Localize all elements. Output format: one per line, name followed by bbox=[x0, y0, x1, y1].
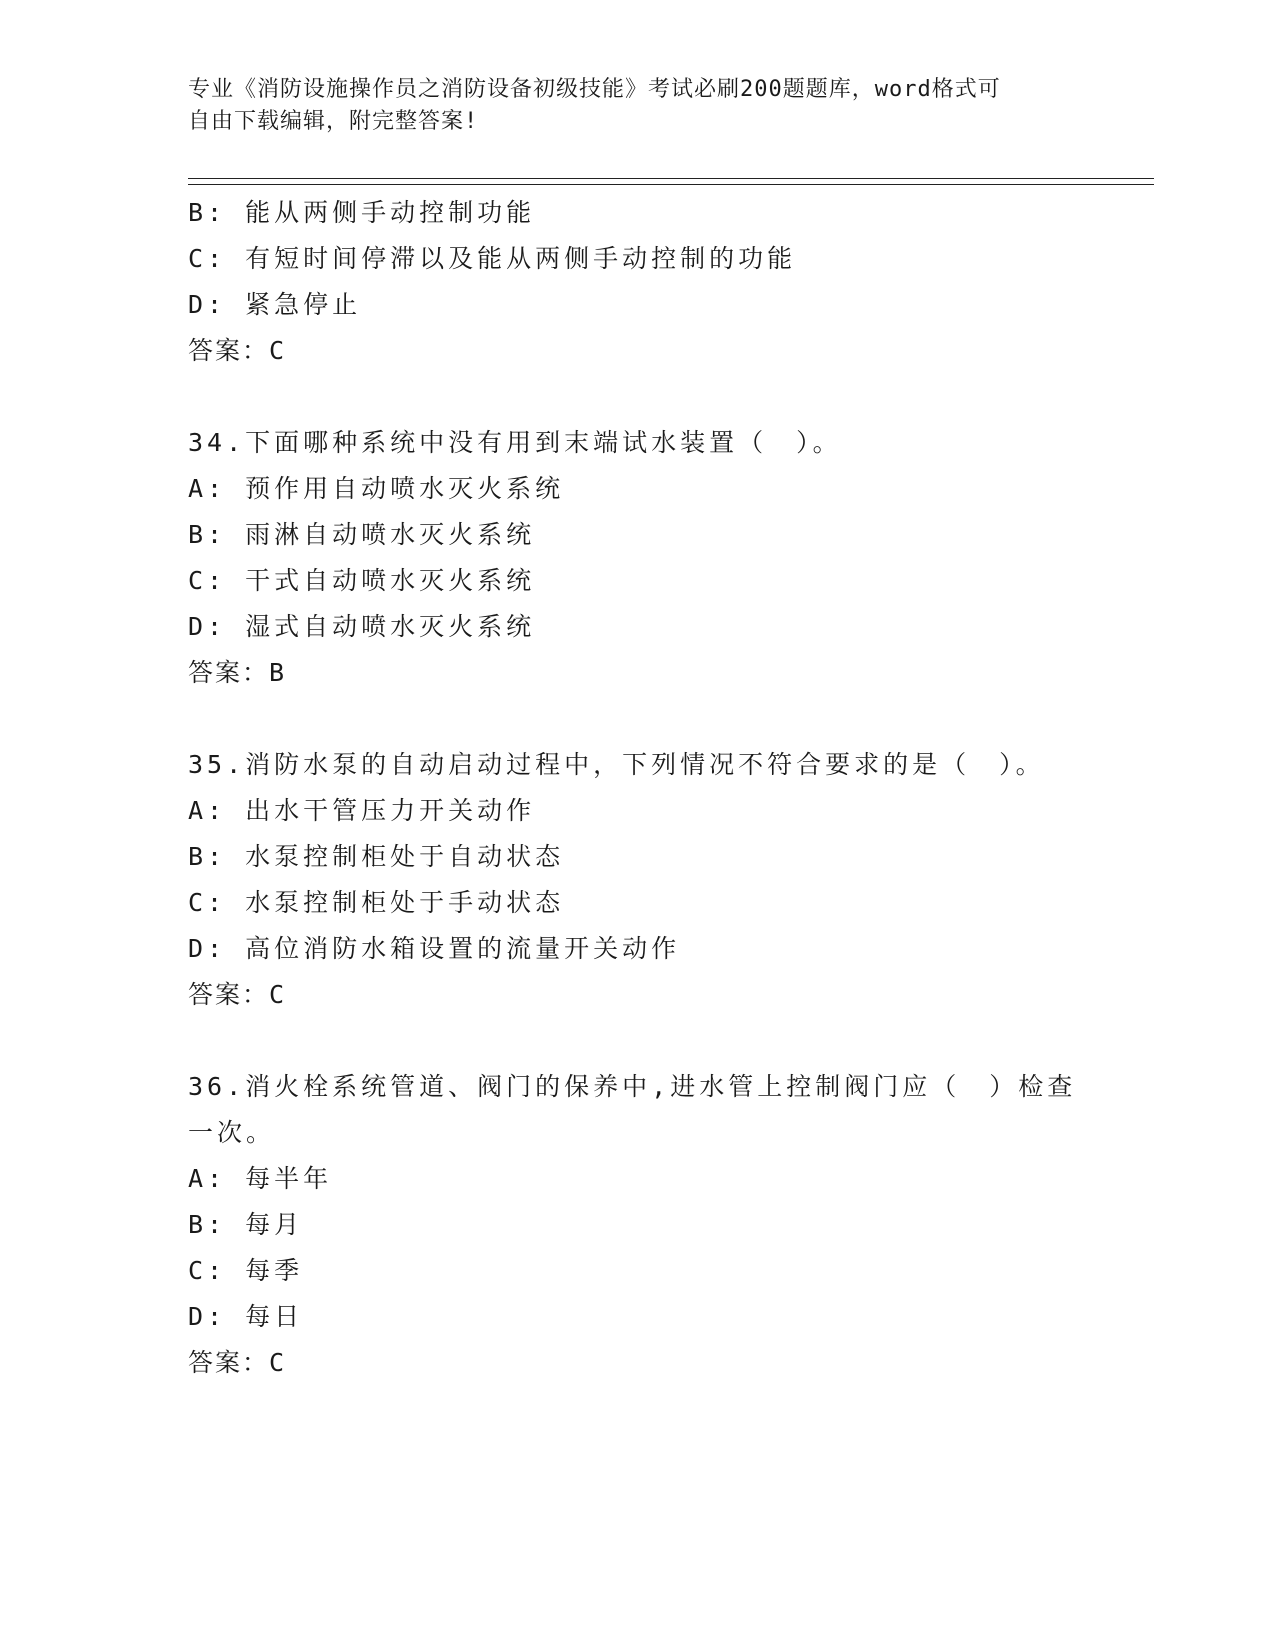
answer: 答案：B bbox=[188, 658, 287, 687]
question-35 bbox=[188, 742, 1068, 1018]
option-d: D: 湿式自动喷水灭火系统 bbox=[188, 612, 536, 641]
option-c: C: 水泵控制柜处于手动状态 bbox=[188, 888, 565, 917]
option-d: D: 高位消防水箱设置的流量开关动作 bbox=[188, 934, 681, 963]
question-36 bbox=[188, 1064, 1077, 1386]
answer: 答案：C bbox=[188, 980, 287, 1009]
option-a: A: 出水干管压力开关动作 bbox=[188, 796, 536, 825]
option-d: D: 每日 bbox=[188, 1302, 304, 1331]
question-text-line-2: 一次。 bbox=[188, 1118, 276, 1147]
answer: 答案：C bbox=[188, 336, 287, 365]
question-text: 34.下面哪种系统中没有用到末端试水装置（ ）。 bbox=[188, 428, 842, 457]
question-text-line-1: 36.消火栓系统管道、阀门的保养中,进水管上控制阀门应（ ）检查 bbox=[188, 1072, 1077, 1101]
option-b: B: 水泵控制柜处于自动状态 bbox=[188, 842, 565, 871]
question-34 bbox=[188, 420, 1068, 696]
option-c: C: 有短时间停滞以及能从两侧手动控制的功能 bbox=[188, 244, 797, 273]
header-divider-top bbox=[188, 178, 1154, 179]
question-text: 35.消防水泵的自动启动过程中，下列情况不符合要求的是（ ）。 bbox=[188, 750, 1045, 779]
option-c: C: 干式自动喷水灭火系统 bbox=[188, 566, 536, 595]
header-divider-bottom bbox=[188, 184, 1154, 185]
option-d: D: 紧急停止 bbox=[188, 290, 362, 319]
option-a: A: 每半年 bbox=[188, 1164, 333, 1193]
option-a: A: 预作用自动喷水灭火系统 bbox=[188, 474, 565, 503]
document-header bbox=[188, 74, 1068, 138]
option-b: B: 每月 bbox=[188, 1210, 304, 1239]
header-line-1: 专业《消防设施操作员之消防设备初级技能》考试必刷200题题库，word格式可 bbox=[188, 77, 1001, 102]
question-list bbox=[188, 190, 1077, 1386]
option-c: C: 每季 bbox=[188, 1256, 304, 1285]
option-b: B: 雨淋自动喷水灭火系统 bbox=[188, 520, 536, 549]
header-line-2: 自由下载编辑，附完整答案! bbox=[188, 109, 479, 134]
question-33-fragment bbox=[188, 190, 1068, 374]
option-b: B: 能从两侧手动控制功能 bbox=[188, 198, 536, 227]
answer: 答案：C bbox=[188, 1348, 287, 1377]
